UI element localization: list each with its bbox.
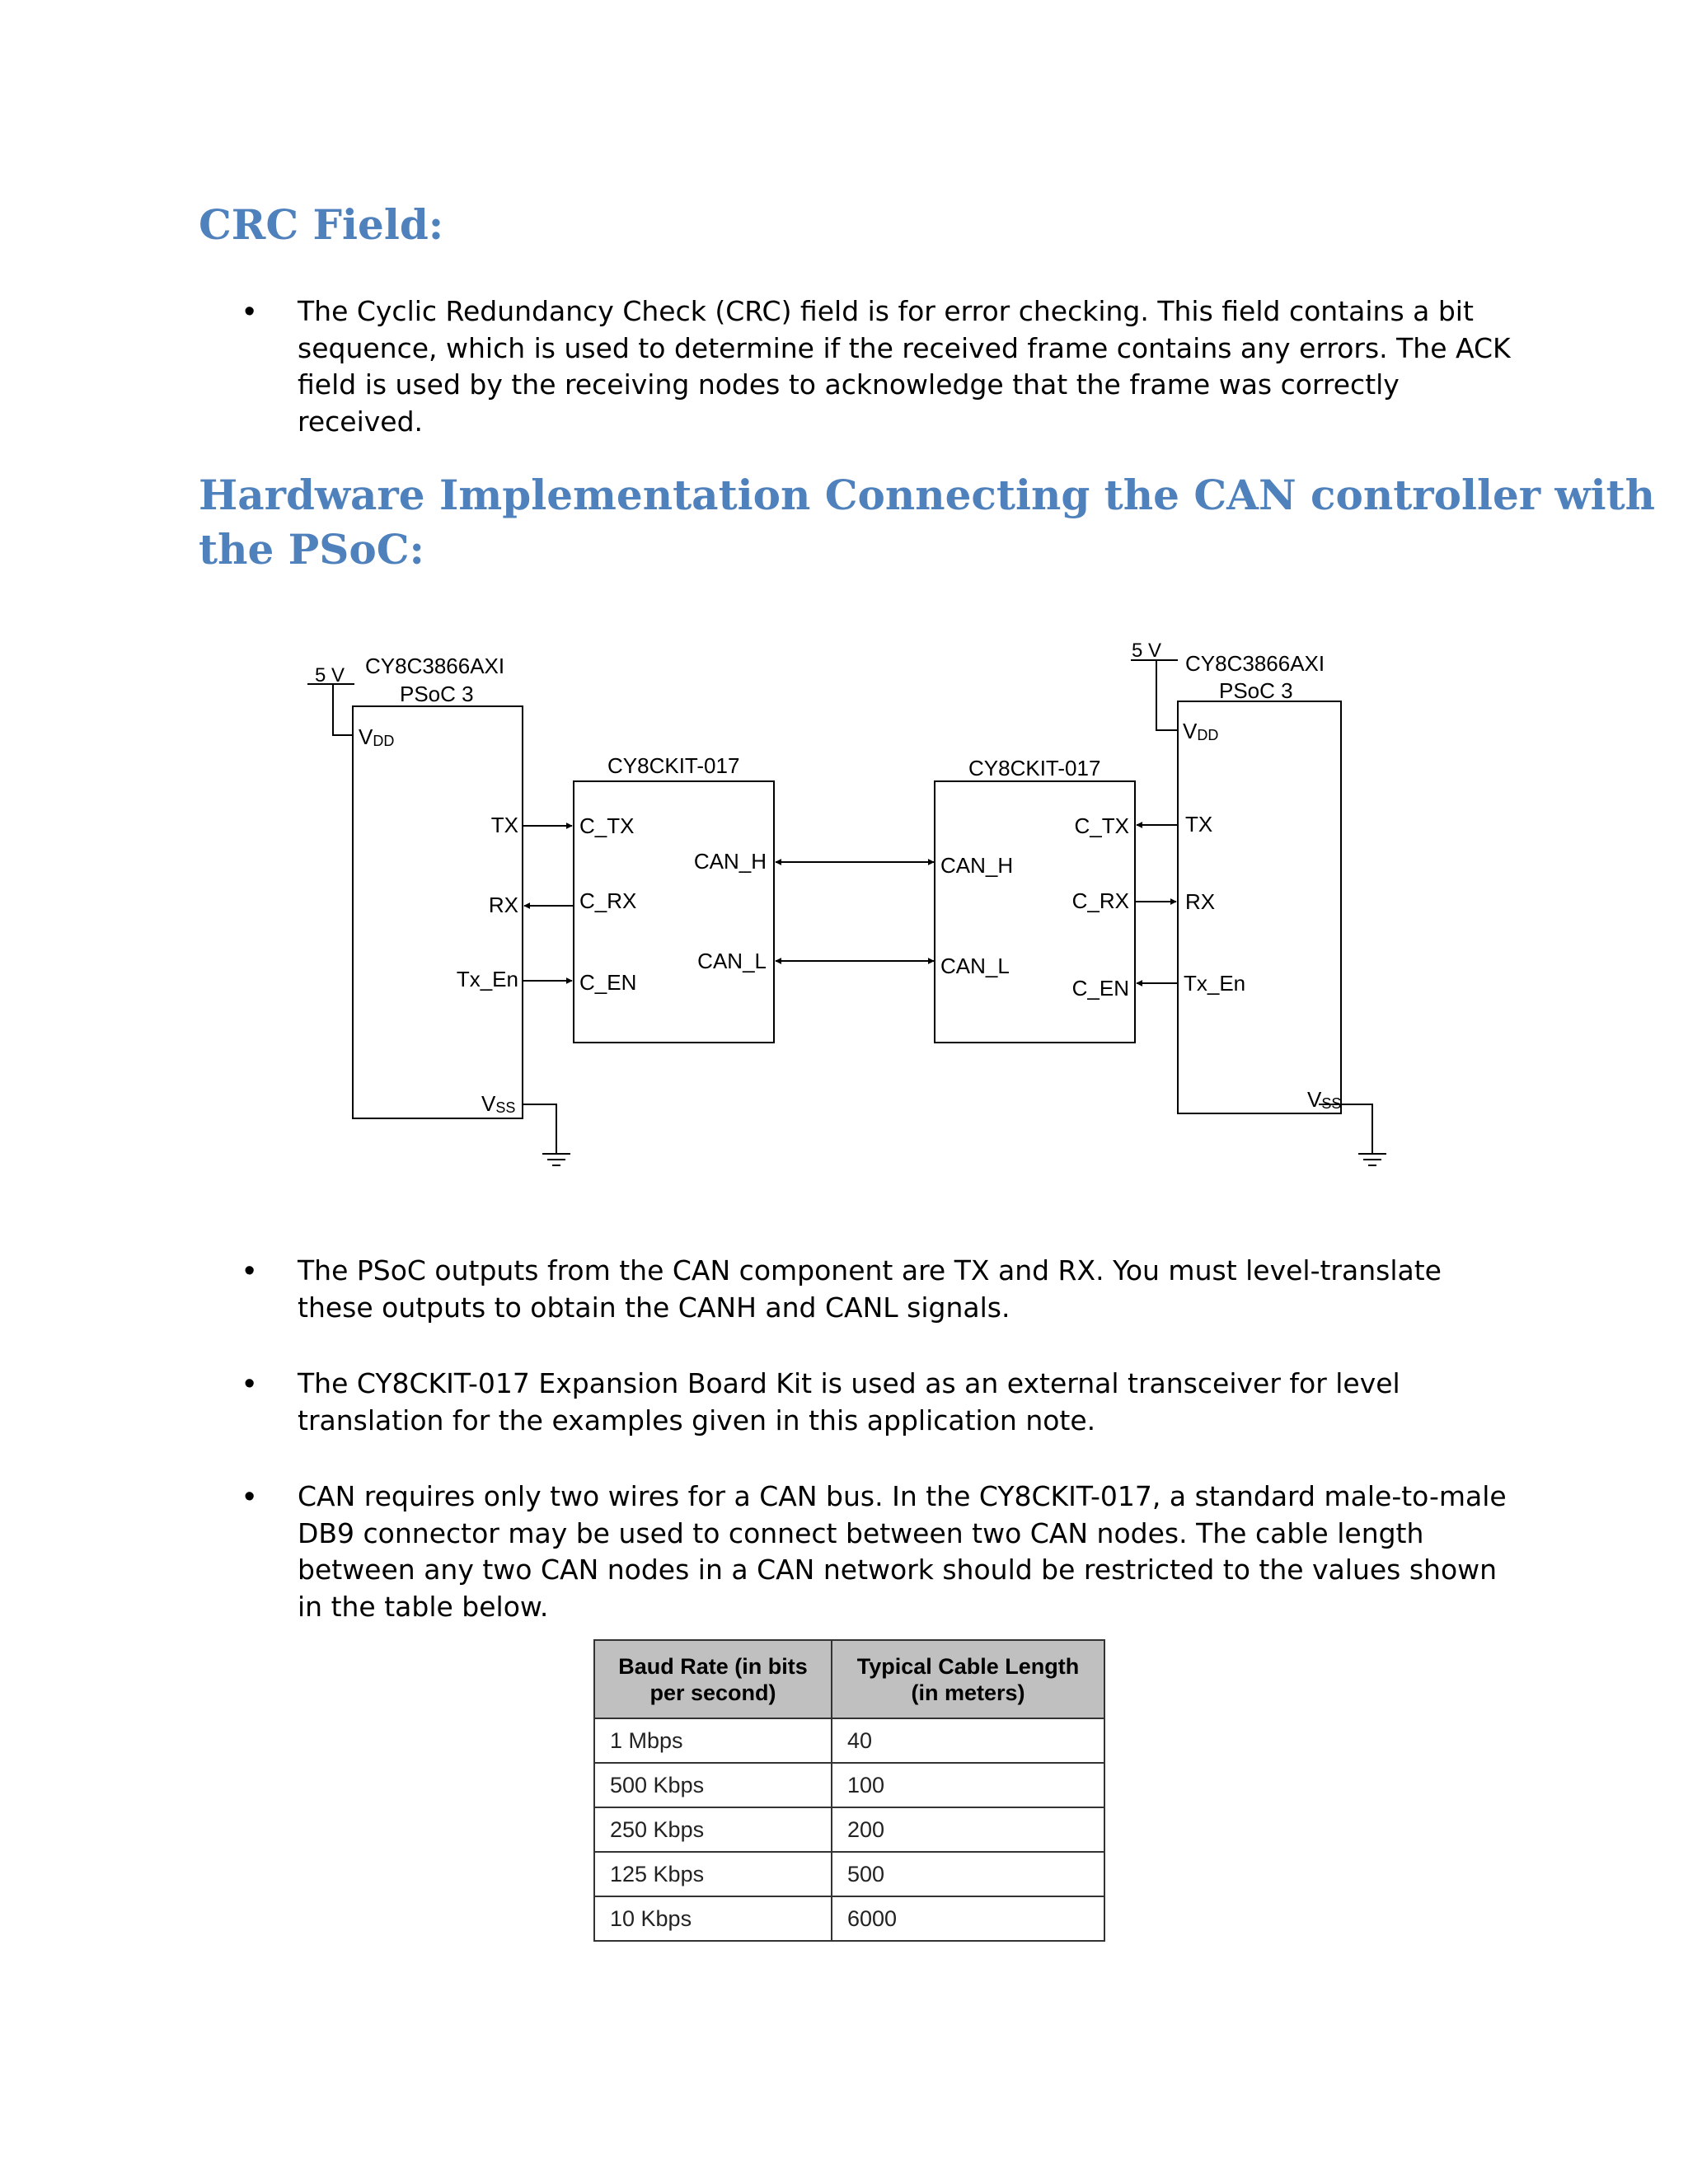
right-kit-can-h: CAN_H — [940, 853, 1014, 878]
baud-rate-cell: 10 Kbps — [594, 1896, 832, 1941]
header-length-line1: Typical Cable Length — [856, 1653, 1080, 1679]
right-psoc-vss-sub: SS — [1321, 1095, 1342, 1112]
left-psoc-vdd-sub: DD — [373, 733, 395, 749]
right-psoc-tx: TX — [1185, 812, 1213, 837]
baud-rate-cell: 500 Kbps — [594, 1763, 832, 1807]
left-kit-c-tx: C_TX — [579, 813, 635, 838]
right-kit-can-l: CAN_L — [940, 954, 1010, 978]
left-psoc-tx: TX — [490, 813, 518, 837]
left-psoc-label: PSoC 3 — [400, 682, 474, 706]
right-psoc-tx-en: Tx_En — [1184, 971, 1246, 996]
right-psoc-chip: CY8C3866AXI — [1185, 651, 1325, 676]
table-row — [594, 1852, 1104, 1896]
left-kit-can-l: CAN_L — [697, 949, 767, 973]
right-psoc-voltage: 5 V — [1132, 640, 1162, 662]
right-kit-title: CY8CKIT-017 — [968, 756, 1101, 780]
table-header-baud-rate — [594, 1640, 832, 1718]
table-header-row — [594, 1640, 1104, 1718]
right-psoc-vdd — [1183, 719, 1218, 743]
left-psoc-vss — [481, 1091, 515, 1116]
right-psoc-label: PSoC 3 — [1219, 678, 1293, 703]
right-psoc-vss — [1307, 1087, 1341, 1112]
left-psoc-vss-main: V — [481, 1091, 496, 1116]
cable-length-cell: 100 — [832, 1763, 1104, 1807]
left-kit-c-rx: C_RX — [579, 888, 637, 913]
left-psoc-tx-en: Tx_En — [456, 967, 518, 991]
crc-field-heading: CRC Field: — [199, 200, 444, 249]
right-kit-c-en: C_EN — [1071, 976, 1129, 1001]
left-psoc-vdd-main: V — [359, 724, 373, 749]
left-kit-c-en: C_EN — [579, 970, 637, 995]
table-row — [594, 1763, 1104, 1807]
baud-rate-cell: 125 Kbps — [594, 1852, 832, 1896]
baud-rate-cell: 1 Mbps — [594, 1718, 832, 1763]
left-psoc-chip: CY8C3866AXI — [365, 654, 505, 678]
hardware-heading-line2: the PSoC: — [199, 525, 424, 574]
cable-length-cell: 6000 — [832, 1896, 1104, 1941]
bullet-icon: • — [244, 1254, 256, 1288]
table-row — [594, 1896, 1104, 1941]
left-psoc-rx: RX — [488, 893, 518, 917]
right-psoc-vdd-sub: DD — [1197, 727, 1219, 743]
header-length-line2: (in meters) — [911, 1680, 1025, 1705]
baud-rate-cable-length-table — [593, 1639, 1105, 1942]
crc-bullet-text: The Cyclic Redundancy Check (CRC) field is for error checking. This field contains a bit sequence, which is used to determine if the received frame contains any errors. The ACK field is used by the receiving nodes to acknowledge that the frame was correctly received. — [298, 295, 1511, 438]
hardware-bullet-2-text: The CY8CKIT-017 Expansion Board Kit is used as an external transceiver for level translation for the examples given in this application note. — [298, 1367, 1400, 1436]
right-psoc-vdd-main: V — [1183, 719, 1198, 743]
left-kit-title: CY8CKIT-017 — [607, 753, 740, 778]
left-psoc-voltage: 5 V — [315, 664, 345, 687]
table-row — [594, 1718, 1104, 1763]
right-kit-c-tx: C_TX — [1074, 813, 1129, 838]
left-psoc-vss-sub: SS — [495, 1099, 516, 1116]
right-kit-c-rx: C_RX — [1071, 888, 1129, 913]
cable-length-cell: 500 — [832, 1852, 1104, 1896]
bullet-icon: • — [244, 1366, 256, 1401]
hardware-bullet-3-text: CAN requires only two wires for a CAN bus. In the CY8CKIT-017, a standard male-to-male DB9 connector may be used to connect between two CAN nodes. The cable length between any two CAN nodes in a CAN network should be restricted to the values shown in the table below. — [298, 1480, 1507, 1623]
hardware-heading-line1: Hardware Implementation Connecting the CAN controller with — [199, 471, 1656, 519]
table-row — [594, 1807, 1104, 1852]
cable-length-cell: 200 — [832, 1807, 1104, 1852]
hardware-bullet-1-text: The PSoC outputs from the CAN component are TX and RX. You must level-translate these outputs to obtain the CANH and CANL signals. — [298, 1254, 1442, 1324]
left-kit-can-h: CAN_H — [693, 849, 767, 874]
left-psoc-vdd — [359, 724, 394, 749]
header-baud-line2: per second) — [649, 1680, 776, 1705]
cable-length-cell: 40 — [832, 1718, 1104, 1763]
header-baud-line1: Baud Rate (in bits — [618, 1653, 808, 1679]
right-psoc-vss-main: V — [1307, 1087, 1322, 1112]
bullet-icon: • — [244, 1479, 256, 1514]
table-header-cable-length — [832, 1640, 1104, 1718]
bullet-icon: • — [244, 294, 256, 329]
baud-rate-cell: 250 Kbps — [594, 1807, 832, 1852]
right-psoc-rx: RX — [1185, 889, 1216, 914]
